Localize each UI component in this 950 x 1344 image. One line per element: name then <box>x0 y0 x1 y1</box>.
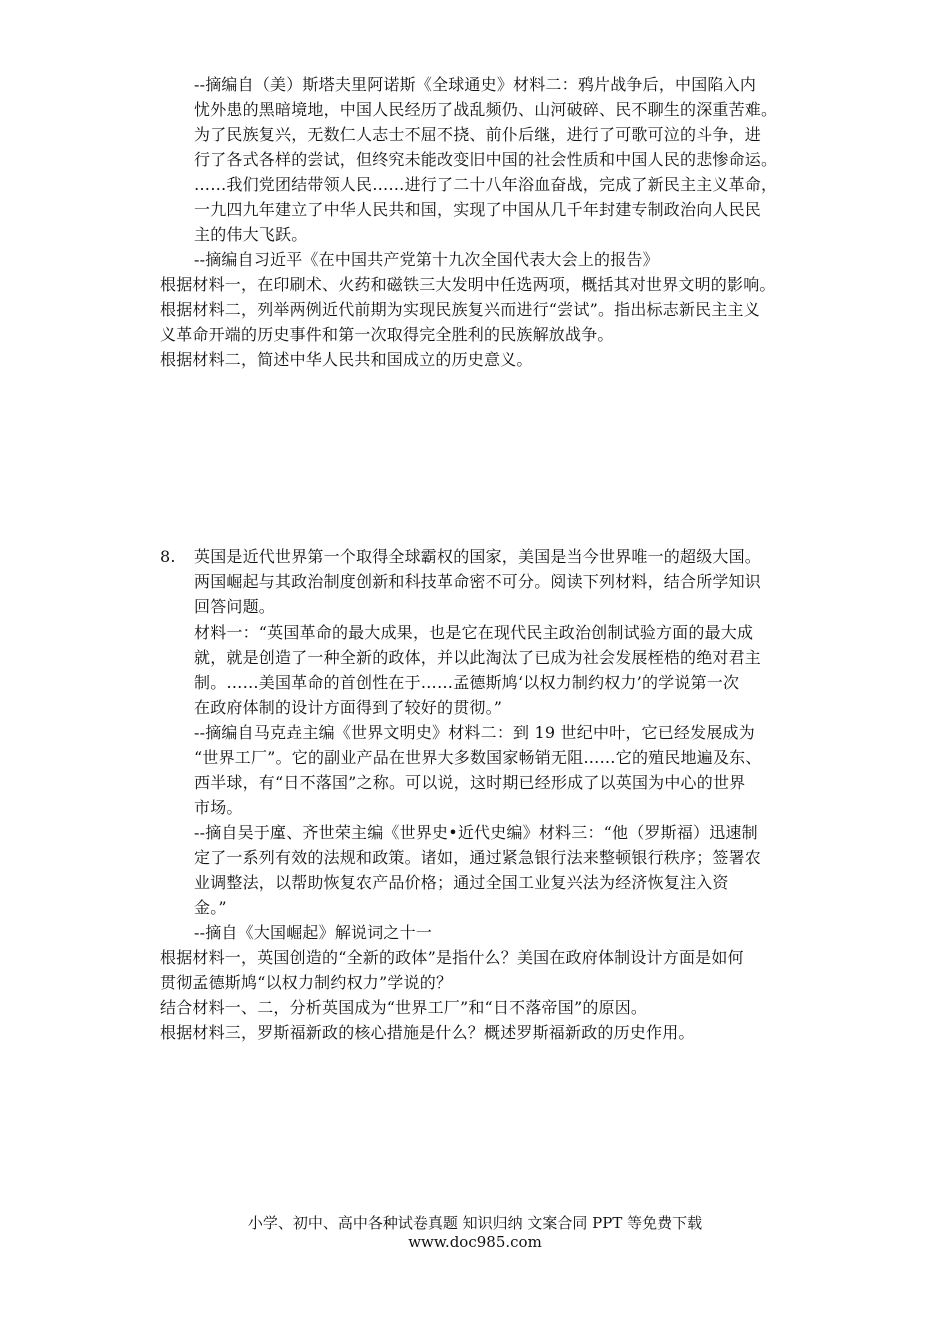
q7-question-3: 根据材料二，简述中华人民共和国成立的历史意义。 <box>160 350 533 369</box>
q8-number: 8. <box>160 547 176 566</box>
q8-question-1-cont: 贯彻孟德斯鸠“以权力制约权力”学说的？ <box>160 973 453 992</box>
q8-material3-line: 定了一系列有效的法规和政策。诸如，通过紧急银行法来整顿银行秩序；签署农 <box>194 848 762 867</box>
q8-question-3: 根据材料三，罗斯福新政的核心措施是什么？概述罗斯福新政的历史作用。 <box>160 1023 695 1042</box>
q8-material2-line: 西半球，有“日不落国”之称。可以说，这时期已经形成了以英国为中心的世界 <box>194 773 746 792</box>
q7-material1-source: --摘编自（美）斯塔夫里阿诺斯《全球通史》材料二：鸦片战争后，中国陷入内 <box>194 75 757 94</box>
q7-material2-line: 为了民族复兴，无数仁人志士不屈不挠、前仆后继，进行了可歌可泣的斗争，进 <box>194 125 762 144</box>
q7-material2-source: --摘编自习近平《在中国共产党第十九次全国代表大会上的报告》 <box>194 250 659 269</box>
q8-material3-source: --摘自《大国崛起》解说词之十一 <box>194 923 433 942</box>
q7-material2-line: 忧外患的黑暗境地，中国人民经历了战乱频仍、山河破碎、民不聊生的深重苦难。 <box>194 100 778 119</box>
q7-material2-line: 行了各式各样的尝试，但终究未能改变旧中国的社会性质和中国人民的悲惨命运。 <box>194 150 778 169</box>
q8-material2-line: “世界工厂”。它的副业产品在世界大多数国家畅销无阻……它的殖民地遍及东、 <box>194 748 762 767</box>
q8-material1-line: 在政府体制的设计方面得到了较好的贯彻。” <box>194 698 503 717</box>
q7-material2-line: ……我们党团结带领人民……进行了二十八年浴血奋战，完成了新民主主义革命， <box>194 175 778 194</box>
q8-material1-line: 就，就是创造了一种全新的政体，并以此淘汰了已成为社会发展桎梏的绝对君主 <box>194 648 762 667</box>
q7-question-2: 根据材料二，列举两例近代前期为实现民族复兴而进行“尝试”。指出标志新民主主义 <box>160 300 760 319</box>
q8-intro-line: 两国崛起与其政治制度创新和科技革命密不可分。阅读下列材料，结合所学知识 <box>194 572 762 591</box>
q8-intro-line: 回答问题。 <box>194 597 276 616</box>
q8-material2-line: 市场。 <box>194 798 243 817</box>
q8-material3-line: 业调整法，以帮助恢复农产品价格；通过全国工业复兴法为经济恢复注入资 <box>194 873 729 892</box>
q8-material1-line: 制。……美国革命的首创性在于……孟德斯鸠‘以权力制约权力’的学说第一次 <box>194 673 740 692</box>
q8-material1-source: --摘编自马克垚主编《世界文明史》材料二：到 19 世纪中叶，它已经发展成为 <box>194 723 755 742</box>
footer-text: 小学、初中、高中各种试卷真题 知识归纳 文案合同 PPT 等免费下载 <box>247 1214 703 1232</box>
q8-question-1: 根据材料一，英国创造的“全新的政体”是指什么？美国在政府体制设计方面是如何 <box>160 948 744 967</box>
q7-material2-line: 主的伟大飞跃。 <box>194 225 308 244</box>
q7-material2-line: 一九四九年建立了中华人民共和国，实现了中国从几千年封建专制政治向人民民 <box>194 200 762 219</box>
q8-question-2: 结合材料一、二，分析英国成为“世界工厂”和“日不落帝国”的原因。 <box>160 998 648 1017</box>
q7-question-2-cont: 义革命开端的历史事件和第一次取得完全胜利的民族解放战争。 <box>160 325 614 344</box>
q8-material2-source: --摘自吴于廑、齐世荣主编《世界史•近代史编》材料三：“他（罗斯福）迅速制 <box>194 823 758 842</box>
q8-material1-line: 材料一：“英国革命的最大成果，也是它在现代民主政治创制试验方面的最大成 <box>194 623 754 642</box>
q8-intro-line: 英国是近代世界第一个取得全球霸权的国家，美国是当今世界唯一的超级大国。 <box>194 547 762 566</box>
q8-material3-line: 金。” <box>194 898 227 917</box>
footer-url: www.doc985.com <box>408 1233 542 1251</box>
q7-question-1: 根据材料一，在印刷术、火药和磁铁三大发明中任选两项，概括其对世界文明的影响。 <box>160 275 776 294</box>
